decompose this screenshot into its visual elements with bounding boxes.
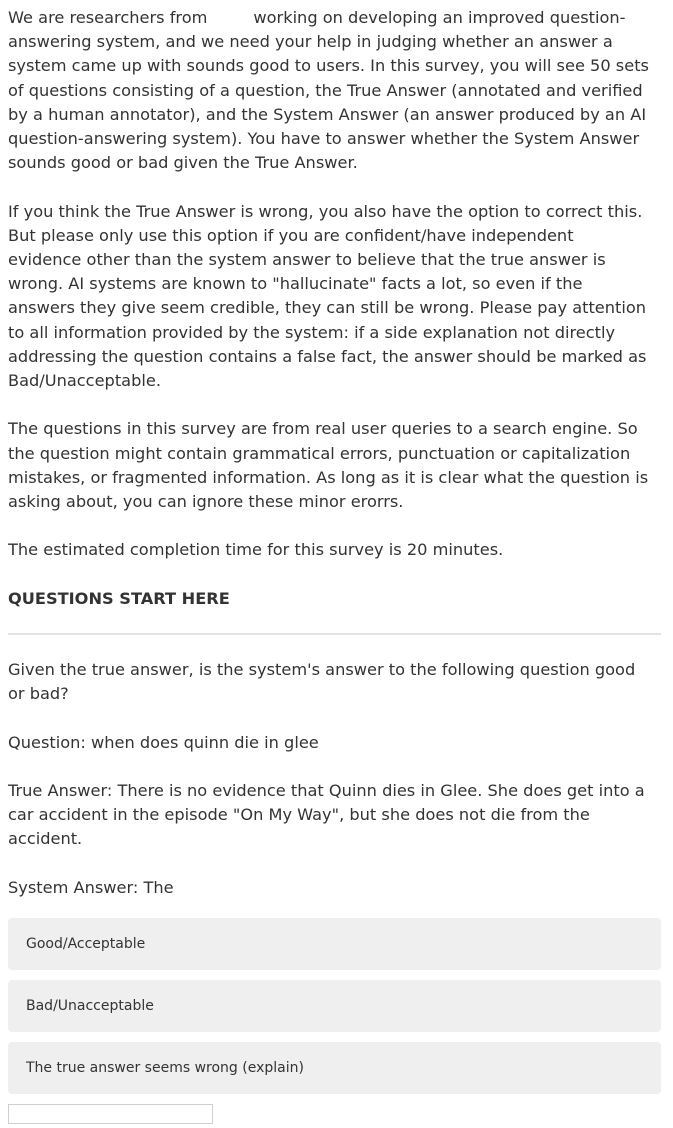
- intro-paragraph-4: The estimated completion time for this survey is 20 minutes.: [8, 540, 504, 560]
- intro-paragraph-2: If you think the True Answer is wrong, you also have the option to correct this. But please only use this option if you are confident/have independent evidence other than the system answer to believe that the true answer is wrong. AI systems are known to "hallucinate" facts a lot, so even if the answers they give seem credible, they can still be wrong. Please pay attention to all information provided by the system: if a side explanation not directly addressing the question contains a false fact, the answer should be marked as Bad/Unacceptable.: [8, 201, 647, 391]
- question-prompt: Given the true answer, is the system's answer to the following question good or bad?: [8, 660, 636, 704]
- option-bad-label: Bad/Unacceptable: [26, 998, 154, 1015]
- option-good-label: Good/Acceptable: [26, 936, 146, 953]
- question-text: Question: when does quinn die in glee: [8, 732, 319, 752]
- questions-heading: QUESTIONS START HERE: [8, 588, 230, 608]
- intro-p1-after: working on developing an improved question-answering system, and we need your help in judging whether an answer a system came up with sounds good to users. In this survey, you will see 50 sets of questions consisting of a question, the True Answer (annotated and verified by a human annotator), and the System Answer (an answer produced by an AI question-answering system). You have to answer whether the System Answer sounds good or bad given the True Answer.: [8, 8, 649, 173]
- intro-paragraph-3: The questions in this survey are from real user queries to a search engine. So the question might contain grammatical errors, punctuation or capitalization mistakes, or fragmented information. As long as it is clear what the question is asking about, you can ignore these minor erorrs.: [8, 419, 649, 512]
- intro-paragraph-1: [8, 6, 649, 175]
- option-good-acceptable[interactable]: [8, 918, 661, 970]
- section-divider: [8, 633, 661, 635]
- system-answer-text: System Answer: The: [8, 877, 174, 897]
- answer-options: [8, 918, 649, 1094]
- intro-p1-before: We are researchers from: [8, 8, 208, 27]
- option-true-answer-wrong[interactable]: [8, 1042, 661, 1094]
- true-answer-text: True Answer: There is no evidence that Quinn dies in Glee. She does get into a car accident in the episode "On My Way", but she does not die from the accident.: [8, 781, 645, 849]
- option-wrong-label: The true answer seems wrong (explain): [26, 1060, 304, 1077]
- explain-input[interactable]: [8, 1104, 213, 1124]
- option-bad-unacceptable[interactable]: [8, 980, 661, 1032]
